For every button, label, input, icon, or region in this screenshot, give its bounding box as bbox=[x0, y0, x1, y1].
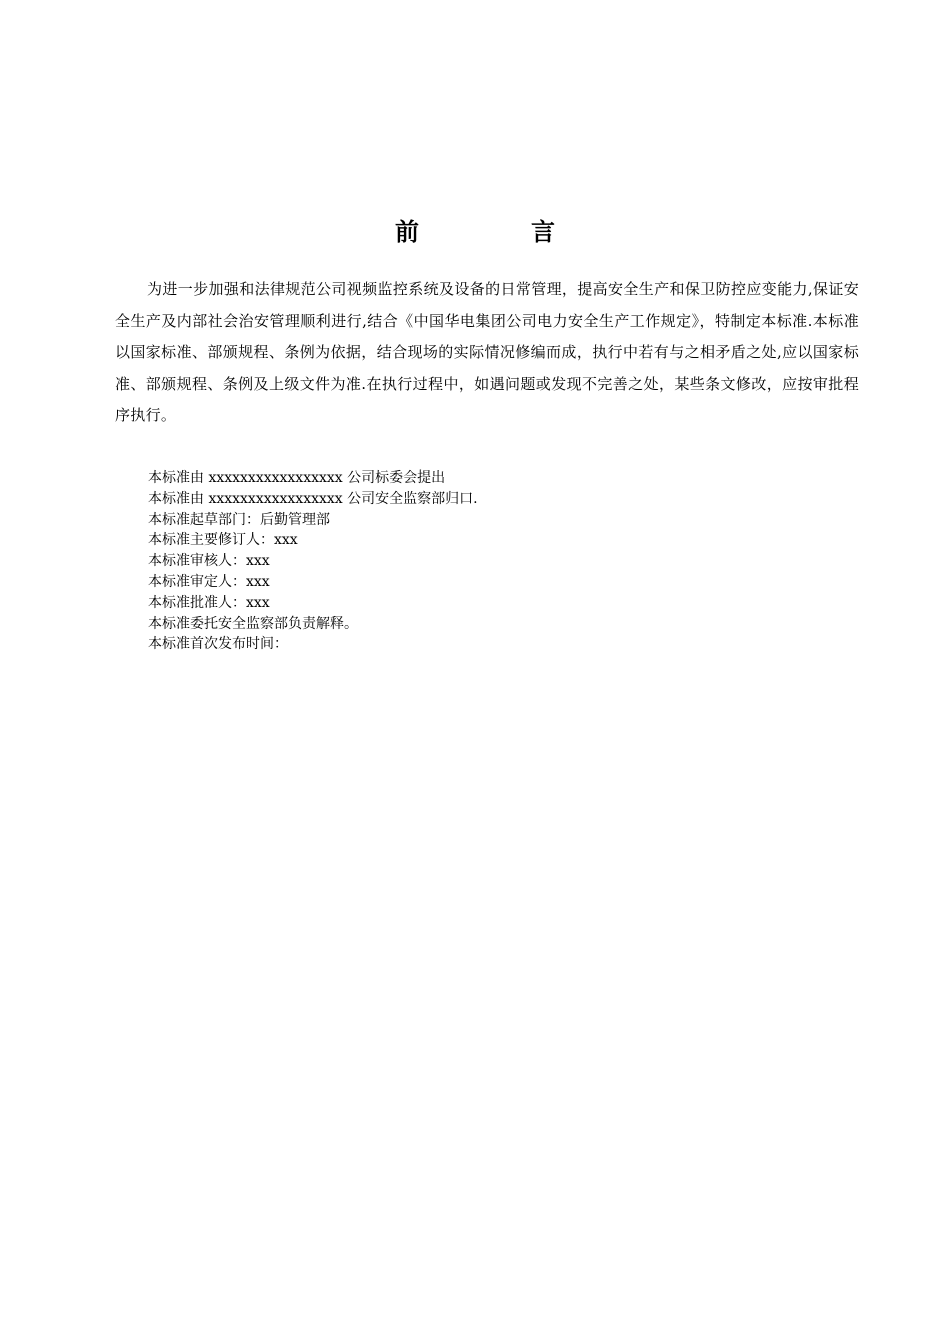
approver-line: 本标准批准人：xxx bbox=[148, 594, 270, 611]
intro-paragraph: 为进一步加强和法律规范公司视频监控系统及设备的日常管理，提高安全生产和保卫防控应变能力,保证安全生产及内部社会治安管理顺利进行,结合《中国华电集团公司电力安全生产工作规定》，特制定本标准.本标准以国家标准、部颁规程、条例为依据，结合现场的实际情况修编而成，执行中若有与之相矛盾之处,应以国家标准、部颁规程、条例及上级文件为准.在执行过程中，如遇问题或发现不完善之处，某些条文修改，应按审批程序执行。 bbox=[115, 280, 859, 424]
page-title: 前 言 bbox=[395, 218, 599, 246]
proposer-line: 本标准由 xxxxxxxxxxxxxxxxx 公司标委会提出 bbox=[148, 470, 446, 486]
first-release-line: 本标准首次发布时间： bbox=[148, 636, 288, 653]
main-reviser-line: 本标准主要修订人：xxx bbox=[148, 532, 298, 549]
interpretation-line: 本标准委托安全监察部负责解释。 bbox=[148, 615, 358, 632]
examiner-line: 本标准审定人：xxx bbox=[148, 573, 270, 590]
responsible-dept-line: 本标准由 xxxxxxxxxxxxxxxxx 公司安全监察部归口. bbox=[148, 490, 478, 507]
reviewer-line: 本标准审核人：xxx bbox=[148, 553, 270, 570]
drafting-dept-line: 本标准起草部门：后勤管理部 bbox=[148, 511, 330, 528]
standard-info-list bbox=[148, 468, 748, 655]
